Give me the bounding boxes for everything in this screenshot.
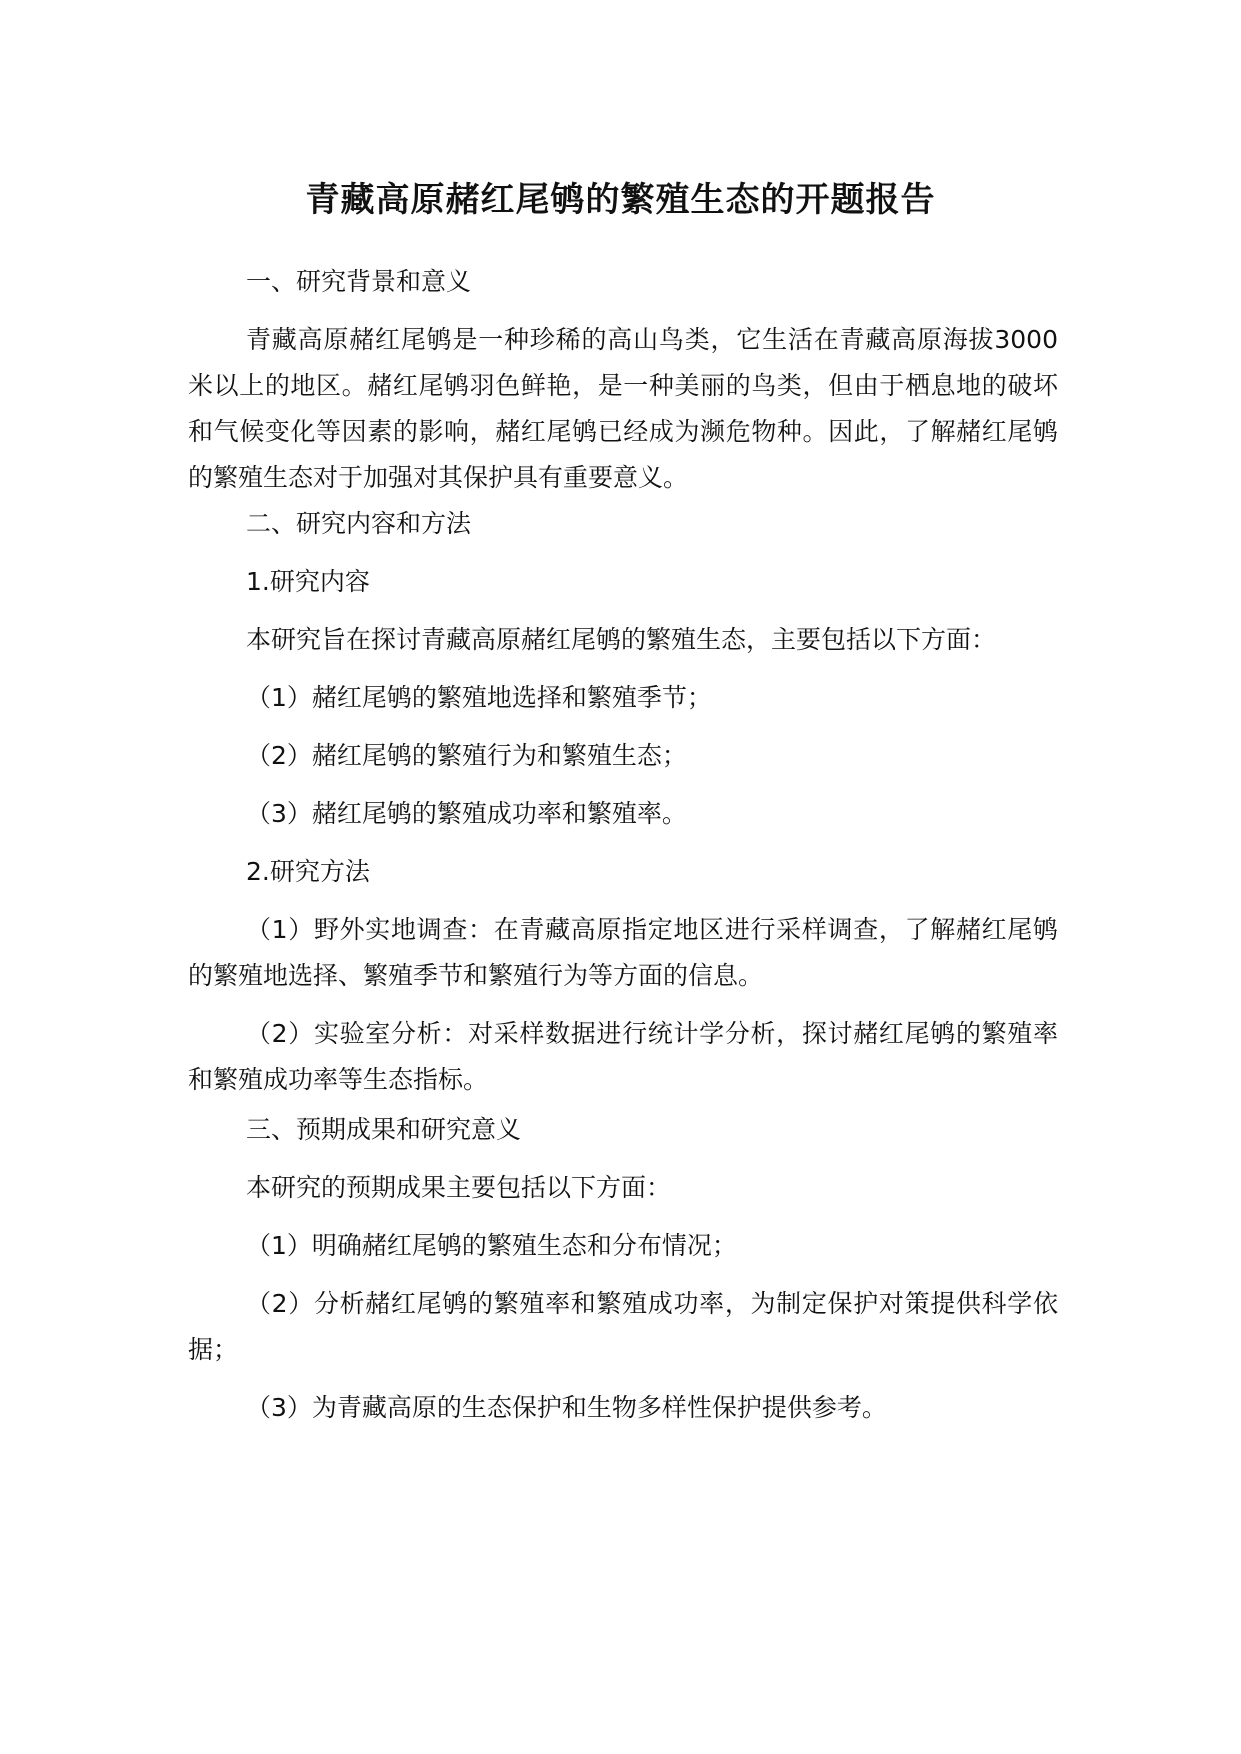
paragraph-expected-results-intro: 本研究的预期成果主要包括以下方面： [246, 1173, 672, 1202]
list-item-method-2: （2）实验室分析：对采样数据进行统计学分析，探讨赭红尾鸲的繁殖率和繁殖成功率等生态指标。 [188, 1019, 1058, 1094]
list-item-content-2: （2）赭红尾鸲的繁殖行为和繁殖生态； [246, 741, 687, 770]
section-heading-background: 一、研究背景和意义 [246, 267, 472, 296]
paragraph-background: 青藏高原赭红尾鸲是一种珍稀的高山鸟类，它生活在青藏高原海拔3000米以上的地区。赭红尾鸲羽色鲜艳，是一种美丽的鸟类，但由于栖息地的破坏和气候变化等因素的影响，赭红尾鸲已经成为濒危物种。因此，了解赭红尾鸲的繁殖生态对于加强对其保护具有重要意义。 [188, 325, 1058, 492]
list-item-result-3: （3）为青藏高原的生态保护和生物多样性保护提供参考。 [246, 1393, 887, 1422]
document-title: 青藏高原赭红尾鸲的繁殖生态的开题报告 [305, 180, 936, 220]
subheading-research-methods: 2.研究方法 [246, 857, 370, 886]
list-item-content-1: （1）赭红尾鸲的繁殖地选择和繁殖季节； [246, 683, 712, 712]
list-item-method-1: （1）野外实地调查：在青藏高原指定地区进行采样调查，了解赭红尾鸲的繁殖地选择、繁殖季节和繁殖行为等方面的信息。 [188, 915, 1058, 990]
list-item-result-1: （1）明确赭红尾鸲的繁殖生态和分布情况； [246, 1231, 737, 1260]
list-item-result-2: （2）分析赭红尾鸲的繁殖率和繁殖成功率，为制定保护对策提供科学依据； [188, 1289, 1058, 1364]
paragraph-research-content-intro: 本研究旨在探讨青藏高原赭红尾鸲的繁殖生态，主要包括以下方面： [246, 625, 997, 654]
subheading-research-content: 1.研究内容 [246, 567, 370, 596]
list-item-content-3: （3）赭红尾鸲的繁殖成功率和繁殖率。 [246, 799, 687, 828]
section-heading-content-methods: 二、研究内容和方法 [246, 509, 472, 538]
section-heading-expected-results: 三、预期成果和研究意义 [246, 1115, 522, 1144]
